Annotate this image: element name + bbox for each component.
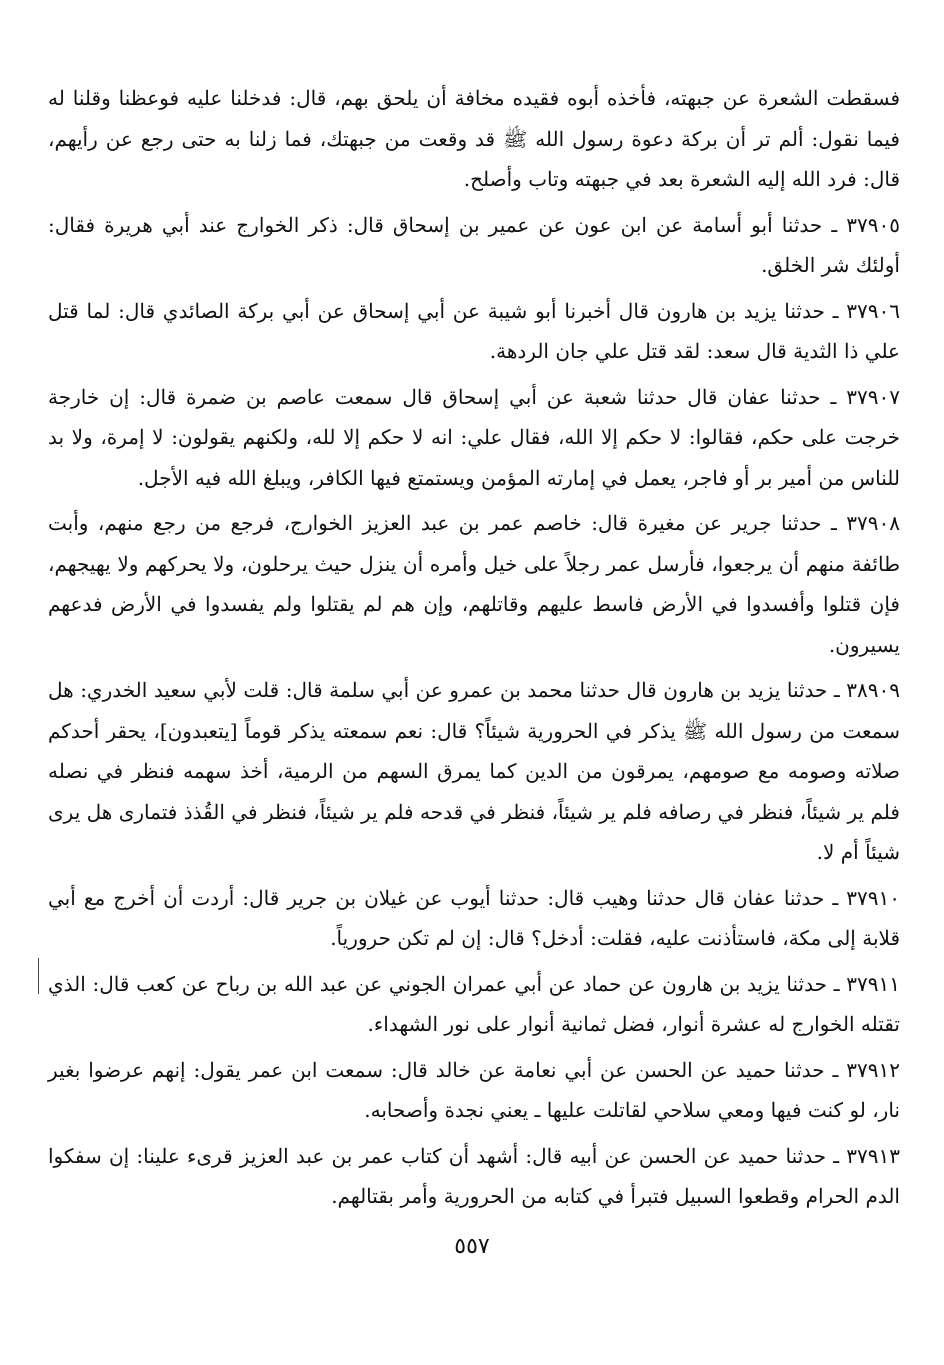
page-body [48, 78, 900, 1222]
hadith-37910: ٣٧٩١٠ ـ حدثنا عفان قال حدثنا وهيب قال: حدثنا أيوب عن غيلان بن جرير قال: أردت أن أخرج مع أبي قلابة إلى مكة، فاستأذنت عليه، فقلت: أدخل؟ قال: إن لم تكن حرورياً. [48, 885, 900, 950]
hadith-38909: ٣٨٩٠٩ ـ حدثنا يزيد بن هارون قال حدثنا محمد بن عمرو عن أبي سلمة قال: قلت لأبي سعيد الخدري: هل سمعت من رسول الله ﷺ يذكر في الحرورية شيئاً؟ قال: نعم سمعته يذكر قوماً [يتعبدون]، يحقر أحدكم صلاته وصومه مع صومهم، يمرقون من الدين كما يمرق السهم من الرمية، أخذ سهمه فنظر في نصله فلم ير شيئاً، فنظر في رصافه فلم ير شيئاً، فنظر في قدحه فلم ير شيئاً، فنظر في القُذذ فتمارى هل يرى شيئاً أم لا. [48, 678, 900, 864]
margin-mark [38, 958, 39, 994]
paragraph-continuation: فسقطت الشعرة عن جبهته، فأخذه أبوه فقيده مخافة أن يلحق بهم، قال: فدخلنا عليه فوعظنا وقلنا له فيما نقول: ألم تر أن بركة دعوة رسول الله ﷺ قد وقعت من جبهتك، فما زلنا به حتى رجع عن رأيهم، قال: فرد الله إليه الشعرة بعد في جبهته وتاب وأصلح. [48, 86, 900, 191]
hadith-37905: ٣٧٩٠٥ ـ حدثنا أبو أسامة عن ابن عون عن عمير بن إسحاق قال: ذكر الخوارج عند أبي هريرة فقال: أولئك شر الخلق. [48, 212, 900, 277]
page-number: ٥٥٧ [454, 1234, 490, 1259]
hadith-37911: ٣٧٩١١ ـ حدثنا يزيد بن هارون عن حماد عن أبي عمران الجوني عن عبد الله بن رباح عن كعب قال: الذي تقتله الخوارج له عشرة أنوار، فضل ثمانية أنوار على نور الشهداء. [48, 971, 900, 1036]
hadith-37913: ٣٧٩١٣ ـ حدثنا حميد عن الحسن عن أبيه قال: أشهد أن كتاب عمر بن عبد العزيز قرىء علينا: إن سفكوا الدم الحرام وقطعوا السبيل فتبرأ في كتابه من الحرورية وأمر بقتالهم. [48, 1143, 900, 1208]
hadith-37906: ٣٧٩٠٦ ـ حدثنا يزيد بن هارون قال أخبرنا أبو شيبة عن أبي إسحاق عن أبي بركة الصائدي قال: لما قتل علي ذا الثدية قال سعد: لقد قتل علي جان الردهة. [48, 298, 900, 363]
hadith-37907: ٣٧٩٠٧ ـ حدثنا عفان قال حدثنا شعبة عن أبي إسحاق قال سمعت عاصم بن ضمرة قال: إن خارجة خرجت على حكم، فقالوا: لا حكم إلا الله، فقال علي: انه لا حكم إلا لله، ولكنهم يقولون: لا إمرة، ولا بد للناس من أمير بر أو فاجر، يعمل في إمارته المؤمن ويستمتع فيها الكافر، ويبلغ الله فيه الأجل. [48, 384, 900, 490]
hadith-37908: ٣٧٩٠٨ ـ حدثنا جرير عن مغيرة قال: خاصم عمر بن عبد العزيز الخوارج، فرجع من رجع منهم، وأبت طائفة منهم أن يرجعوا، فأرسل عمر رجلاً على خيل وأمره أن ينزل حيث يرحلون، ولا يحركهم ولا يهيجهم، فإن قتلوا وأفسدوا في الأرض فاسط عليهم وقاتلهم، وإن هم لم يقتلوا ولم يفسدوا في الأرض فدعهم يسيرون. [48, 511, 900, 657]
hadith-37912: ٣٧٩١٢ ـ حدثنا حميد عن الحسن عن أبي نعامة عن خالد قال: سمعت ابن عمر يقول: إنهم عرضوا بغير نار، لو كنت فيها ومعي سلاحي لقاتلت عليها ـ يعني نجدة وأصحابه. [48, 1057, 901, 1122]
